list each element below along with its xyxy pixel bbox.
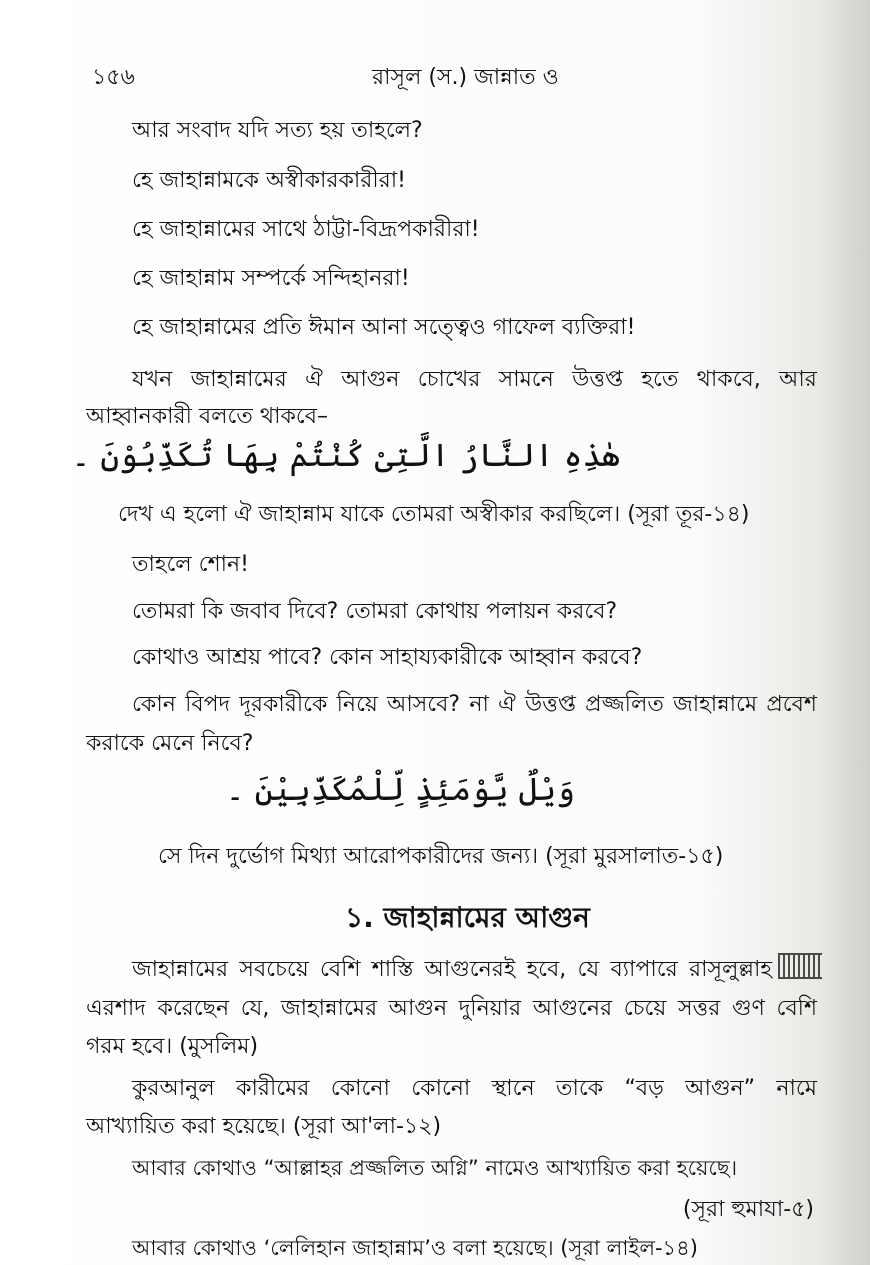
arabic-verse: وَيْلٌ يَّوْمَئِذٍ لِّلْمُكَذِّبِيْنَ ۔ [225,770,575,808]
text-line: তোমরা কি জবাব দিবে? তোমরা কোথায় পলায়ন করবে? [132,599,618,624]
reference: (সূরা হুমাযা-৫) [682,1197,814,1222]
text-line: তাহলে শোন! [132,552,249,577]
justified-line: এরশাদ করেছেন যে, জাহান্নামের আগুন দুনিয়ার আগুনের চেয়ে সত্তর গুণ বেশি [86,996,817,1021]
text-line: আবার কোথাও “আল্লাহর প্রজ্জলিত অগ্নি” নামেও আখ্যায়িত করা হয়েছে। [132,1156,738,1180]
justified-line: যখন জাহান্নামের ঐ আগুন চোখের সামনে উত্তপ্ত হতে থাকবে, আর [132,367,817,392]
text-line: হে জাহান্নামকে অস্বীকারকারীরা! [132,168,406,193]
text-line: আর সংবাদ যদি সত্য হয় তাহলে? [132,118,423,143]
text-line: কোথাও আশ্রয় পাবে? কোন সাহায্যকারীকে আহ্বান করবে? [132,645,643,670]
text-line: আবার কোথাও ‘লেলিহান জাহান্নাম’ও বলা হয়েছে। (সূরা লাইল-১৪) [132,1236,699,1260]
text-line: হে জাহান্নামের প্রতি ঈমান আনা সত্ত্বেও গাফেল ব্যক্তিরা! [132,315,636,340]
salawat-symbol [778,953,822,979]
text-line: করাকে মেনে নিবে? [86,731,254,756]
justified-line: কুরআনুল কারীমের কোনো কোনো স্থানে তাকে “বড় আগুন” নামে [132,1076,817,1101]
text-line: হে জাহান্নাম সম্পর্কে সন্দিহানরা! [132,266,410,291]
verse-translation: সে দিন দুর্ভোগ মিথ্যা আরোপকারীদের জন্য। (সূরা মুরসালাত-১৫) [158,844,724,869]
justified-line: কোন বিপদ দূরকারীকে নিয়ে আসবে? না ঐ উত্তপ্ত প্রজ্জলিত জাহান্নামে প্রবেশ [132,692,817,717]
page-number: ১৫৬ [92,65,135,90]
text-line: আখ্যায়িত করা হয়েছে। (সূরা আ'লা-১২) [86,1114,442,1139]
section-heading: ১. জাহান্নামের আগুন [345,901,590,934]
running-title: রাসূল (স.) জান্নাত ও [372,65,559,90]
text-line: গরম হবে। (মুসলিম) [86,1034,259,1059]
text-line: হে জাহান্নামের সাথে ঠাট্টা-বিদ্রূপকারীরা! [132,217,480,242]
arabic-verse: هٰذِهِ النَّارُ الَّتِىْ كُنْتُمْ بِهَا تُكَذِّبُوْنَ ۔ [71,436,620,474]
verse-translation: দেখ এ হলো ঐ জাহান্নাম যাকে তোমরা অস্বীকার করছিলে। (সূরা তূর-১৪) [118,502,750,527]
text-line: আহ্বানকারী বলতে থাকবে– [86,404,328,429]
justified-line: জাহান্নামের সবচেয়ে বেশি শাস্তি আগুনেরই হবে, যে ব্যাপারে রাসূলুল্লাহ [132,957,772,982]
